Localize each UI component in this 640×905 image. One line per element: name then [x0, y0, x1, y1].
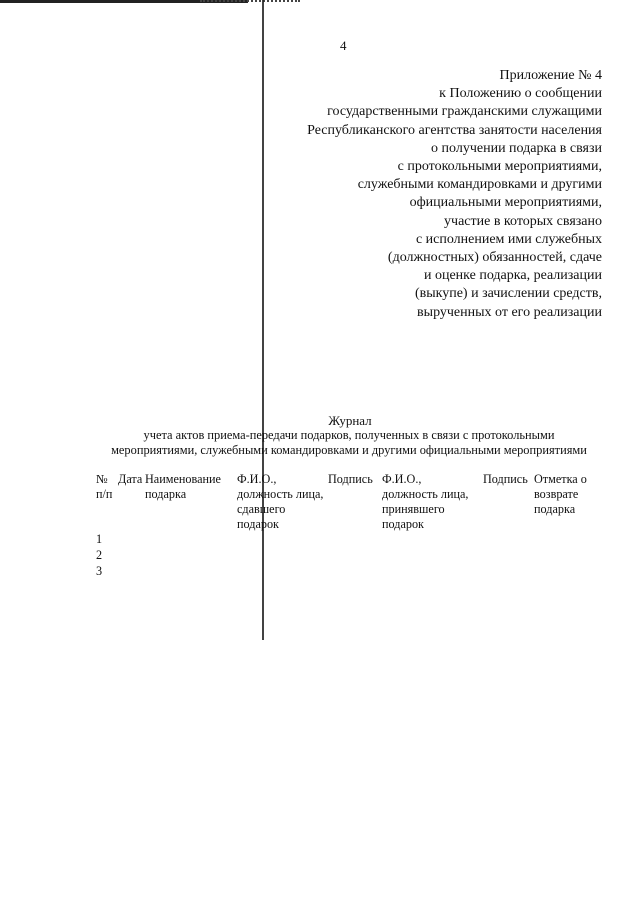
- appendix-line: с протокольными мероприятиями,: [397, 159, 602, 175]
- table-row-number: 2: [96, 548, 103, 562]
- header-giver: Ф.И.О., должность лица, сдавшего подарок: [237, 472, 324, 531]
- appendix-line: вырученных от его реализации: [417, 304, 602, 320]
- appendix-line: (выкупе) и зачислении средств,: [414, 286, 602, 302]
- appendix-line: официальными мероприятиями,: [409, 195, 602, 211]
- journal-table-rows: [96, 531, 102, 579]
- appendix-line: с исполнением ими служебных: [415, 231, 602, 247]
- appendix-line: государственными гражданскими служащими: [327, 104, 602, 120]
- scan-artifact-top-dots: [200, 0, 300, 4]
- header-signature-giver: Подпись: [328, 472, 373, 486]
- header-receiver: Ф.И.О., должность лица, принявшего подарок: [382, 472, 469, 531]
- appendix-line: (должностных) обязанностей, сдаче: [387, 250, 602, 266]
- table-row-number: 1: [96, 532, 103, 546]
- header-gift-name: Наименование подарка: [145, 472, 221, 501]
- appendix-line: Республиканского агентства занятости населения: [307, 122, 602, 138]
- appendix-line: к Положению о сообщении: [439, 86, 602, 102]
- page-number: 4: [340, 38, 347, 53]
- journal-subtitle-line: мероприятиями, служебными командировками и другими официальными мероприятиями: [111, 443, 587, 457]
- header-date: Дата: [118, 472, 143, 486]
- journal-title: Журнал: [328, 413, 372, 428]
- header-signature-receiver: Подпись: [483, 472, 528, 486]
- journal-subtitle-line: учета актов приема-передачи подарков, полученных в связи с протокольными: [143, 428, 555, 442]
- appendix-line: и оценке подарка, реализации: [423, 268, 602, 284]
- appendix-line: о получении подарка в связи: [431, 140, 602, 156]
- journal-subtitle: [84, 428, 614, 458]
- table-row-number: 3: [96, 564, 103, 578]
- appendix-line: участие в которых связано: [444, 213, 602, 229]
- header-return-mark: Отметка о возврате подарка: [534, 472, 587, 516]
- appendix-header: [182, 67, 602, 322]
- appendix-line: служебными командировками и другими: [357, 177, 602, 193]
- appendix-line: Приложение № 4: [499, 68, 602, 83]
- header-number: № п/п: [96, 472, 113, 501]
